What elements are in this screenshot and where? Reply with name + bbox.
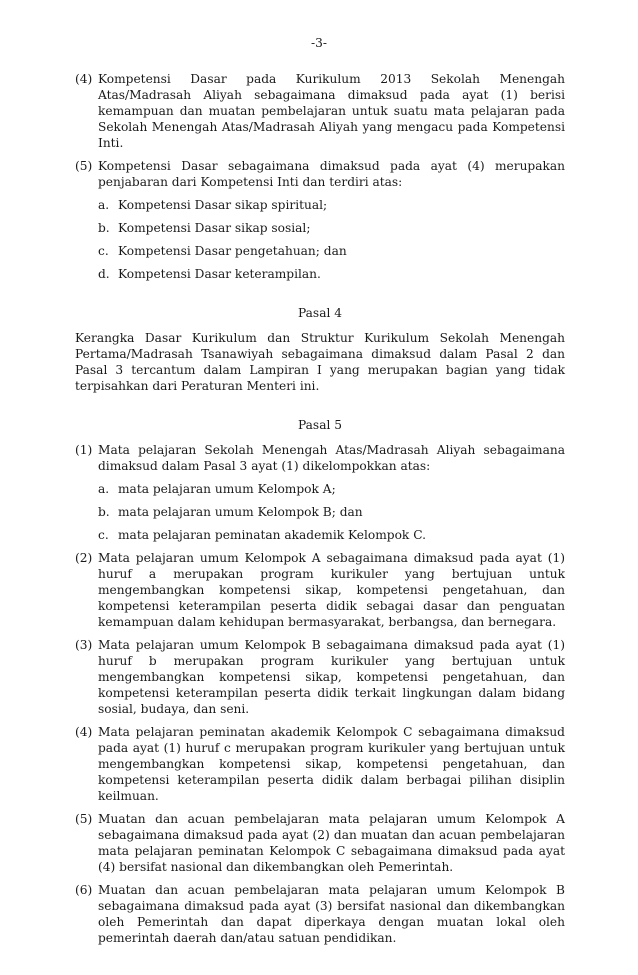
sub-letter: b.	[98, 505, 110, 519]
sub-item	[75, 504, 565, 520]
ayat-text: Mata pelajaran umum Kelompok A sebagaimana dimaksud pada ayat (1) huruf a merupakan program kurikuler yang bertujuan untuk mengembangkan kompetensi sikap, kompetensi pengetahuan, dan kompetensi keterampilan peserta didik sebagai dasar dan penguatan kemampuan dalam kehidupan bermasyarakat, berbangsa, dan bernegara.	[98, 551, 565, 629]
sub-list	[75, 481, 565, 543]
ayat-text: Mata pelajaran Sekolah Menengah Atas/Madrasah Aliyah sebagaimana dimaksud dalam Pasal 3 ayat (1) dikelompokkan atas:	[98, 443, 565, 473]
sub-letter: c.	[98, 528, 109, 542]
ayat-number: (2)	[75, 551, 93, 565]
document-body	[75, 71, 565, 946]
pasal-5-ayat-3	[75, 637, 565, 717]
sub-text: Kompetensi Dasar pengetahuan; dan	[118, 244, 347, 258]
pasal-4-title: Pasal 4	[298, 306, 342, 320]
pasal-5-ayat-6	[75, 882, 565, 946]
pasal-5-title: Pasal 5	[298, 418, 342, 432]
ayat-text: Mata pelajaran umum Kelompok B sebagaimana dimaksud pada ayat (1) huruf b merupakan program kurikuler yang bertujuan untuk mengembangkan kompetensi sikap, kompetensi pengetahuan, dan kompetensi keterampilan peserta didik terkait lingkungan dalam bidang sosial, budaya, dan seni.	[98, 638, 565, 716]
ayat-5	[75, 158, 565, 190]
sub-item	[75, 243, 565, 259]
ayat-text: Kompetensi Dasar sebagaimana dimaksud pada ayat (4) merupakan penjabaran dari Kompetensi Inti dan terdiri atas:	[98, 159, 565, 189]
sub-item	[75, 266, 565, 282]
sub-text: mata pelajaran umum Kelompok B; dan	[118, 505, 363, 519]
ayat-text: Muatan dan acuan pembelajaran mata pelajaran umum Kelompok B sebagaimana dimaksud pada ayat (3) bersifat nasional dan dikembangkan oleh Pemerintah dan dapat diperkaya dengan muatan lokal oleh pemerintah daerah dan/atau satuan pendidikan.	[98, 883, 565, 945]
sub-text: Kompetensi Dasar keterampilan.	[118, 267, 321, 281]
ayat-number: (4)	[75, 72, 93, 86]
ayat-number: (5)	[75, 159, 93, 173]
sub-text: mata pelajaran peminatan akademik Kelompok C.	[118, 528, 426, 542]
page-number: -3-	[311, 36, 327, 50]
pasal-5-ayat-2	[75, 550, 565, 630]
ayat-number: (5)	[75, 812, 93, 826]
ayat-text: Muatan dan acuan pembelajaran mata pelajaran umum Kelompok A sebagaimana dimaksud pada ayat (2) dan muatan dan acuan pembelajaran mata pelajaran peminatan Kelompok C sebagaimana dimaksud pada ayat (4) bersifat nasional dan dikembangkan oleh Pemerintah.	[98, 812, 565, 874]
ayat-4	[75, 71, 565, 151]
sub-item	[75, 481, 565, 497]
ayat-text: Mata pelajaran peminatan akademik Kelompok C sebagaimana dimaksud pada ayat (1) huruf c merupakan program kurikuler yang bertujuan untuk mengembangkan kompetensi sikap, kompetensi pengetahuan, dan kompetensi keterampilan peserta didik dalam berbagai pilihan disiplin keilmuan.	[98, 725, 565, 803]
ayat-number: (4)	[75, 725, 93, 739]
sub-letter: b.	[98, 221, 110, 235]
sub-text: Kompetensi Dasar sikap spiritual;	[118, 198, 328, 212]
sub-list	[75, 197, 565, 282]
sub-letter: a.	[98, 482, 110, 496]
pasal-5-ayat-5	[75, 811, 565, 875]
sub-letter: c.	[98, 244, 109, 258]
sub-item	[75, 527, 565, 543]
ayat-number: (3)	[75, 638, 93, 652]
sub-letter: a.	[98, 198, 110, 212]
sub-item	[75, 220, 565, 236]
ayat-number: (1)	[75, 443, 93, 457]
ayat-number: (6)	[75, 883, 93, 897]
sub-text: Kompetensi Dasar sikap sosial;	[118, 221, 311, 235]
sub-text: mata pelajaran umum Kelompok A;	[118, 482, 336, 496]
sub-item	[75, 197, 565, 213]
pasal-4-text: Kerangka Dasar Kurikulum dan Struktur Kurikulum Sekolah Menengah Pertama/Madrasah Tsanawiyah sebagaimana dimaksud dalam Pasal 2 dan Pasal 3 tercantum dalam Lampiran I yang merupakan bagian yang tidak terpisahkan dari Peraturan Menteri ini.	[75, 331, 565, 393]
pasal-5-ayat-4	[75, 724, 565, 804]
pasal-5-ayat-1	[75, 442, 565, 474]
sub-letter: d.	[98, 267, 110, 281]
ayat-text: Kompetensi Dasar pada Kurikulum 2013 Sekolah Menengah Atas/Madrasah Aliyah sebagaimana dimaksud pada ayat (1) berisi kemampuan dan muatan pembelajaran untuk suatu mata pelajaran pada Sekolah Menengah Atas/Madrasah Aliyah yang mengacu pada Kompetensi Inti.	[98, 72, 565, 150]
